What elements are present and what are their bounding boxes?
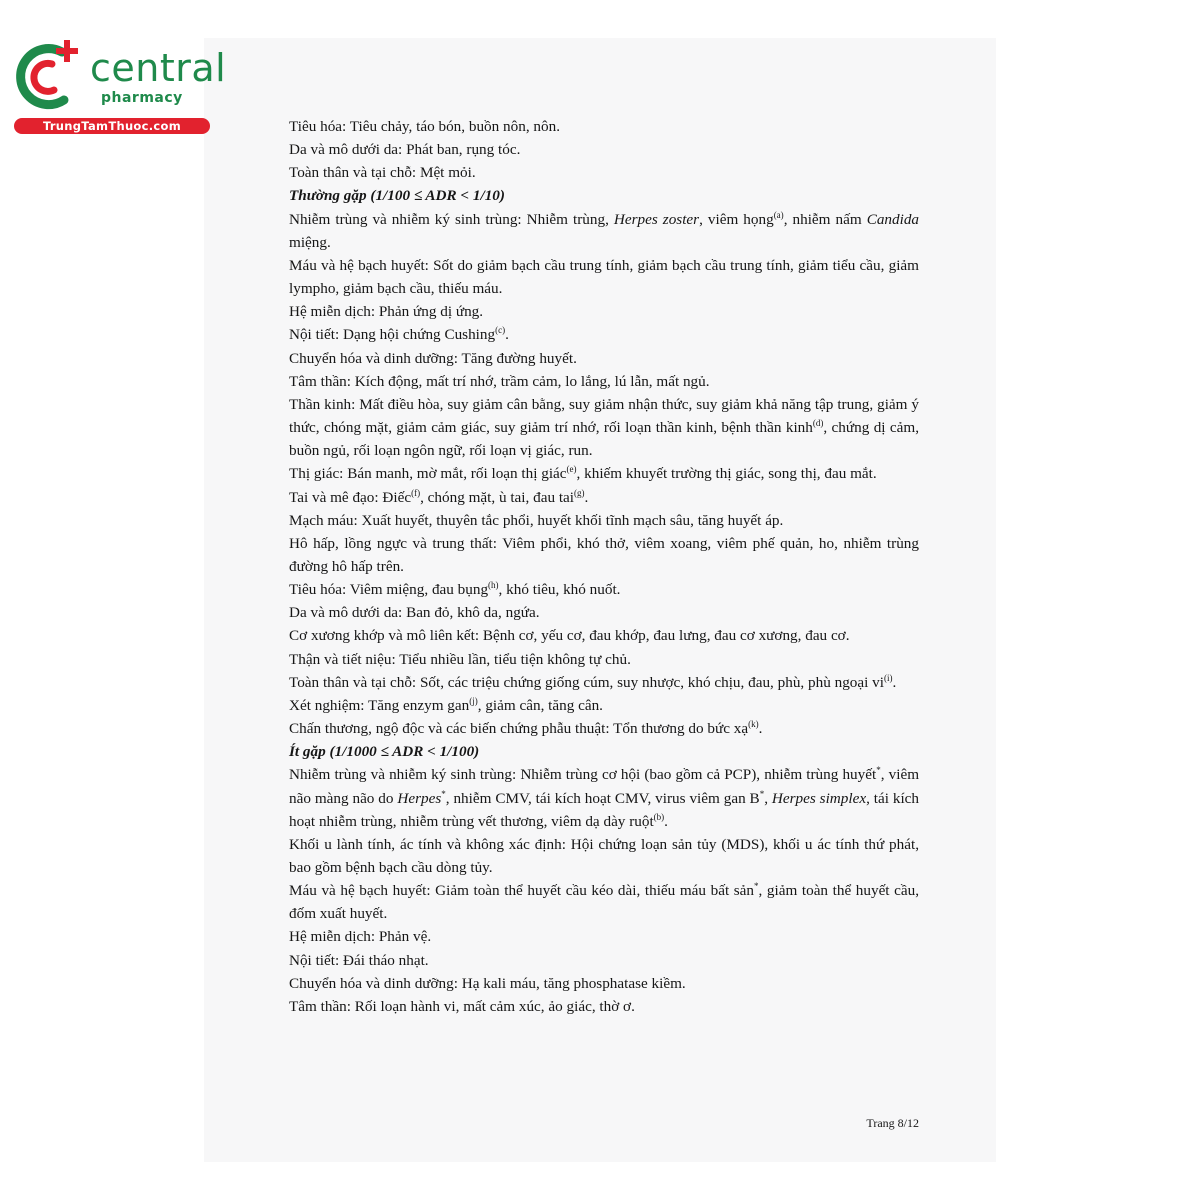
doc-line: Tâm thần: Kích động, mất trí nhớ, trầm cảm, lo lắng, lú lẫn, mất ngủ. bbox=[289, 372, 710, 390]
doc-line: Hệ miễn dịch: Phản ứng dị ứng. bbox=[289, 303, 484, 321]
brand-name: central bbox=[90, 46, 227, 90]
page-number: Trang 8/12 bbox=[866, 1116, 919, 1130]
central-pharmacy-logo bbox=[12, 38, 227, 138]
doc-line: Nội tiết: Đái tháo nhạt. bbox=[289, 951, 429, 969]
doc-line: Tiêu hóa: Tiêu chảy, táo bón, buồn nôn, nôn. bbox=[289, 118, 560, 135]
doc-line: Tâm thần: Rối loạn hành vi, mất cảm xúc, ảo giác, thờ ơ. bbox=[289, 997, 635, 1015]
doc-line: Máu và hệ bạch huyết: Sốt do giảm bạch cầu trung tính, giảm bạch cầu trung tính, giảm tiểu cầu, giảm lympho, giảm bạch cầu, thiếu máu. bbox=[289, 256, 919, 298]
pharmacy-cross-logo-icon bbox=[12, 38, 92, 118]
document-body bbox=[289, 115, 919, 1018]
doc-line: Chấn thương, ngộ độc và các biến chứng phẫu thuật: Tổn thương do bức xạ$^{(k)}$. bbox=[289, 719, 763, 738]
doc-line: Toàn thân và tại chỗ: Sốt, các triệu chứng giống cúm, suy nhược, khó chịu, đau, phù, phù ngoại $vi^{(i)}$. bbox=[289, 672, 897, 691]
doc-line: Máu và hệ bạch huyết: Giảm toàn thể huyết cầu kéo dài, thiếu máu bất sản*, giảm toàn thể huyết cầu, đốm xuất huyết. bbox=[289, 881, 920, 923]
doc-line: Hô hấp, lồng ngực và trung thất: Viêm phổi, khó thở, viêm xoang, viêm phế quản, ho, nhiễm trùng đường hô hấp trên. bbox=[289, 534, 919, 575]
doc-line: Tai và mê đạo: Điếc$^{(f)}$, chóng mặt, ù tai, đau tai$^{(g)}$. bbox=[289, 487, 589, 506]
doc-line: Khối u lành tính, ác tính và không xác định: Hội chứng loạn sản tủy (MDS), khối u ác tính thứ phát, bao gồm bệnh bạch cầu dòng tủy. bbox=[289, 835, 919, 876]
doc-line: Thị giác: Bán manh, mờ mắt, rối loạn thị giác$^{(e)}$, khiếm khuyết trường thị giác, song thị, đau mắt. bbox=[289, 464, 877, 483]
doc-line: Da và mô dưới da: Ban đỏ, khô da, ngứa. bbox=[289, 604, 540, 622]
doc-line: Da và mô dưới da: Phát ban, rụng tóc. bbox=[289, 141, 521, 159]
section-heading: Thường gặp (1/100 ≤ ADR < 1/10) bbox=[289, 187, 505, 205]
brand-site-label: TrungTamThuoc.com bbox=[14, 118, 210, 134]
doc-line: Mạch máu: Xuất huyết, thuyên tắc phổi, huyết khối tĩnh mạch sâu, tăng huyết áp. bbox=[289, 511, 784, 529]
doc-line: Chuyển hóa và dinh dưỡng: Hạ kali máu, tăng phosphatase kiềm. bbox=[289, 974, 686, 992]
doc-line: Thận và tiết niệu: Tiểu nhiều lần, tiểu tiện không tự chủ. bbox=[289, 650, 631, 668]
doc-line: Nội tiết: Dạng hội chứng Cushing$^{(c)}$. bbox=[289, 325, 509, 344]
section-heading: Ít gặp (1/1000 ≤ ADR < 1/100) bbox=[289, 743, 480, 761]
doc-line: Hệ miễn dịch: Phản vệ. bbox=[289, 928, 432, 946]
doc-line: Thần kinh: Mất điều hòa, suy giảm cân bằng, suy giảm nhận thức, suy giảm khả năng tập trung, giảm ý thức, chóng mặt, giảm cảm giác, suy giảm trí nhớ, rối loạn thần kinh, bệnh thần kinh$^{(d)}$, chứng dị cảm, buồn ngủ, rối loạn ngôn ngữ, rối loạn vị giác, run. bbox=[289, 395, 919, 460]
doc-line: Xét nghiệm: Tăng enzym gan$^{(j)}$, giảm cân, tăng cân. bbox=[289, 695, 603, 714]
doc-line: Nhiễm trùng và nhiễm ký sinh trùng: Nhiễm trùng, Herpes zoster, viêm họng$^{(a)}$, nhiễm nấm Candida miệng. bbox=[289, 209, 920, 251]
doc-line: Cơ xương khớp và mô liên kết: Bệnh cơ, yếu cơ, đau khớp, đau lưng, đau cơ xương, đau cơ. bbox=[289, 627, 850, 645]
doc-line: Tiêu hóa: Viêm miệng, đau bụng$^{(h)}$, khó tiêu, khó nuốt. bbox=[289, 580, 621, 599]
doc-line: Nhiễm trùng và nhiễm ký sinh trùng: Nhiễm trùng cơ hội (bao gồm cả PCP), nhiễm trùng huyết*, viêm não màng não do Herpes*, nhiễm CMV, tái kích hoạt CMV, virus viêm gan B*, Herpes simplex, tái kích hoạt nhiễm trùng, nhiễm trùng vết thương, viêm dạ dày ruột$^{(b)}$. bbox=[289, 765, 920, 830]
doc-line: Chuyển hóa và dinh dưỡng: Tăng đường huyết. bbox=[289, 349, 577, 367]
brand-subtitle: pharmacy bbox=[101, 90, 183, 106]
doc-line: Toàn thân và tại chỗ: Mệt mỏi. bbox=[289, 164, 476, 182]
